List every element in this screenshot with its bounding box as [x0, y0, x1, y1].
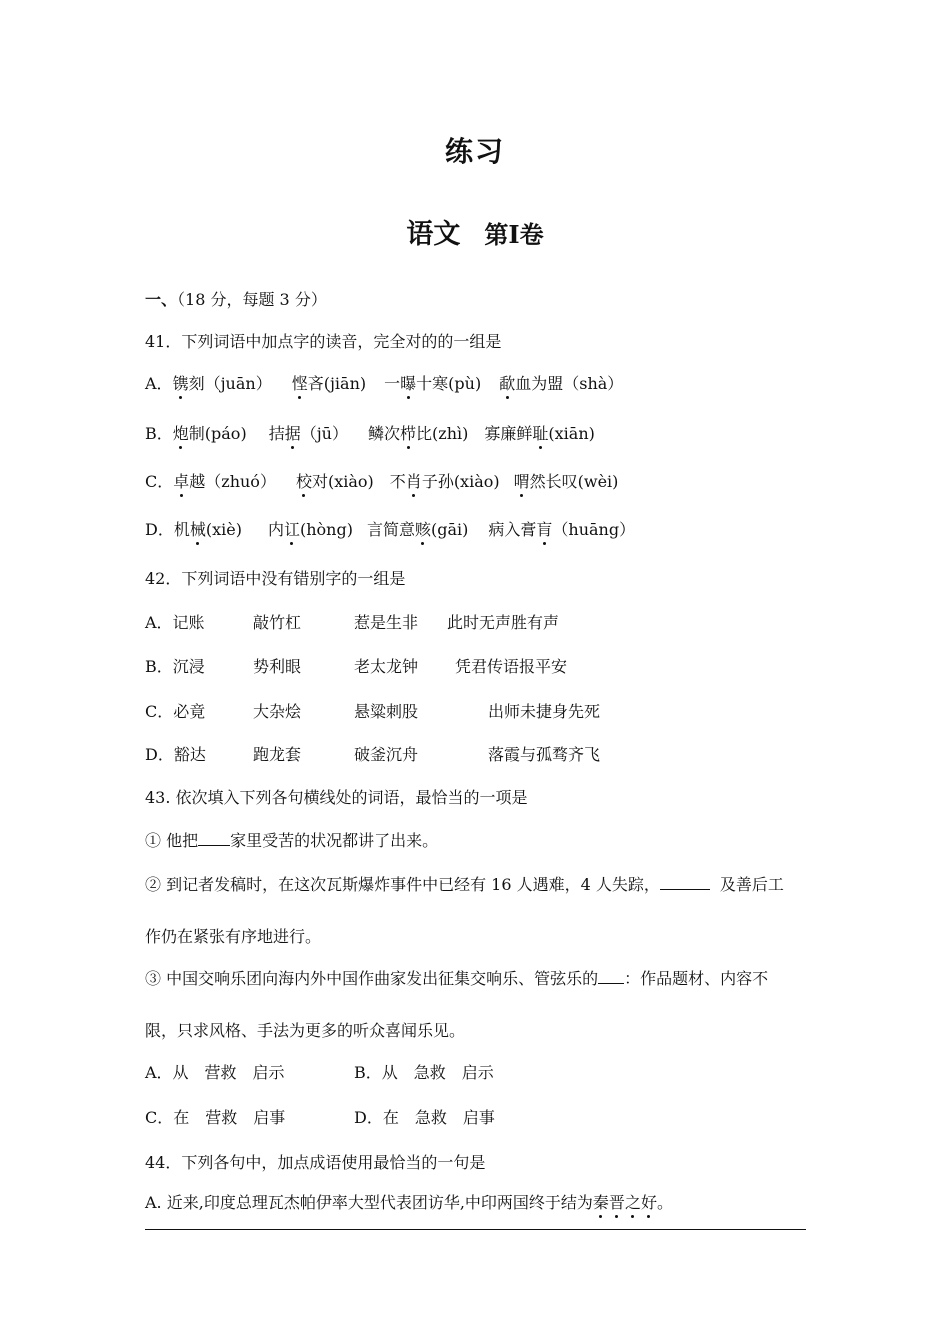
footer-divider [145, 1229, 806, 1230]
q42-a-4: 此时无声胜有声 [447, 613, 560, 632]
question-41-option-a: A．镌刻（juān） 悭吝(jiān) 一曝十寒(pù) 歃血为盟（shà） [145, 374, 624, 393]
fill-blank [598, 969, 624, 984]
fill-blank [198, 831, 230, 846]
fill-blank [660, 875, 710, 890]
question-41-option-c: C．卓越（zhuó） 校对(xiào) 不肖子孙(xiào) 喟然长叹(wèi) [145, 472, 619, 491]
section-header [145, 290, 327, 310]
section-note: （18 分，每题 3 分） [177, 290, 327, 309]
q43-option-c: C．在 营救 启事 [145, 1108, 286, 1127]
q42-c-3: 悬粱刺股 [354, 702, 419, 721]
dotted-char: 喟 [513, 472, 530, 491]
q43-sentence-2: ② 到记者发稿时，在这次瓦斯爆炸事件中已经有 16 人遇难，4 人失踪， 及善后工 [145, 875, 784, 894]
q42-b-3: 老太龙钟 [354, 657, 419, 676]
q43-sentence-2-cont: 作仍在紧张有序地进行。 [145, 927, 322, 946]
dotted-char: 悭 [291, 374, 308, 393]
page-subtitle [0, 212, 950, 251]
q43-sentence-3: ③ 中国交响乐团向海内外中国作曲家发出征集交响乐、管弦乐的 ：作品题材、内容不 [145, 969, 769, 988]
q42-a-2: 敲竹杠 [253, 613, 302, 632]
volume-label: 第Ⅰ卷 [484, 220, 544, 249]
q42-d-2: 跑龙套 [253, 745, 302, 764]
q43-option-d: D．在 急救 启事 [354, 1108, 495, 1127]
q42-a-1: A．记账 [145, 613, 205, 632]
dotted-char: 校 [295, 472, 312, 491]
dotted-char: 赅 [414, 520, 431, 539]
dotted-char: 炮 [172, 424, 189, 443]
q42-c-2: 大杂烩 [253, 702, 302, 721]
q42-d-1: D．豁达 [145, 745, 206, 764]
dotted-char: 讧 [283, 520, 300, 539]
q42-c-4: 出师未捷身先死 [488, 702, 601, 721]
dotted-char: 耻 [532, 424, 549, 443]
q43-sentence-3-cont: 限，只求风格、手法为更多的听众喜闻乐见。 [145, 1021, 466, 1040]
q43-option-b: B．从 急救 启示 [354, 1063, 494, 1082]
question-43-stem: 43. 依次填入下列各句横线处的词语，最恰当的一项是 [145, 788, 528, 807]
q42-d-4: 落霞与孤骛齐飞 [488, 745, 601, 764]
q42-b-1: B．沉浸 [145, 657, 205, 676]
question-41-stem: 41．下列词语中加点字的读音，完全对的的一组是 [145, 332, 502, 351]
q42-c-1: C．必竟 [145, 702, 206, 721]
q42-a-3: 惹是生非 [354, 613, 419, 632]
dotted-char: 晋 [608, 1193, 625, 1212]
question-42-stem: 42．下列词语中没有错别字的一组是 [145, 569, 406, 588]
q42-b-2: 势利眼 [253, 657, 302, 676]
dotted-char: 好 [640, 1193, 657, 1212]
q43-option-a: A．从 营救 启示 [145, 1063, 285, 1082]
dotted-char: 卓 [173, 472, 190, 491]
question-44-stem: 44．下列各句中，加点成语使用最恰当的一句是 [145, 1153, 486, 1172]
dotted-char: 曝 [400, 374, 417, 393]
dotted-char: 秦 [592, 1193, 609, 1212]
dotted-char: 之 [624, 1193, 641, 1212]
dotted-char: 歃 [499, 374, 516, 393]
question-41-option-d: D．机械(xiè) 内讧(hòng) 言简意赅(gāi) 病入膏肓（huāng） [145, 520, 636, 539]
dotted-char: 据 [284, 424, 301, 443]
q42-d-3: 破釜沉舟 [354, 745, 419, 764]
q42-b-4: 凭君传语报平安 [455, 657, 568, 676]
dotted-char: 械 [189, 520, 206, 539]
dotted-char: 肓 [536, 520, 553, 539]
dotted-char: 栉 [400, 424, 417, 443]
dotted-char: 镌 [172, 374, 189, 393]
q43-sentence-1: ① 他把 家里受苦的状况都讲了出来。 [145, 831, 439, 850]
q44-option-a: A. 近来,印度总理瓦杰帕伊率大型代表团访华,中印两国终于结为秦晋之好。 [145, 1193, 673, 1212]
page-title: 练习 [444, 135, 505, 168]
dotted-char: 肖 [405, 472, 422, 491]
section-number: 一、 [145, 290, 178, 309]
subject-label: 语文 [406, 219, 461, 250]
question-41-option-b: B．炮制(páo) 拮据（jū） 鳞次栉比(zhì) 寡廉鲜耻(xiān) [145, 424, 595, 443]
